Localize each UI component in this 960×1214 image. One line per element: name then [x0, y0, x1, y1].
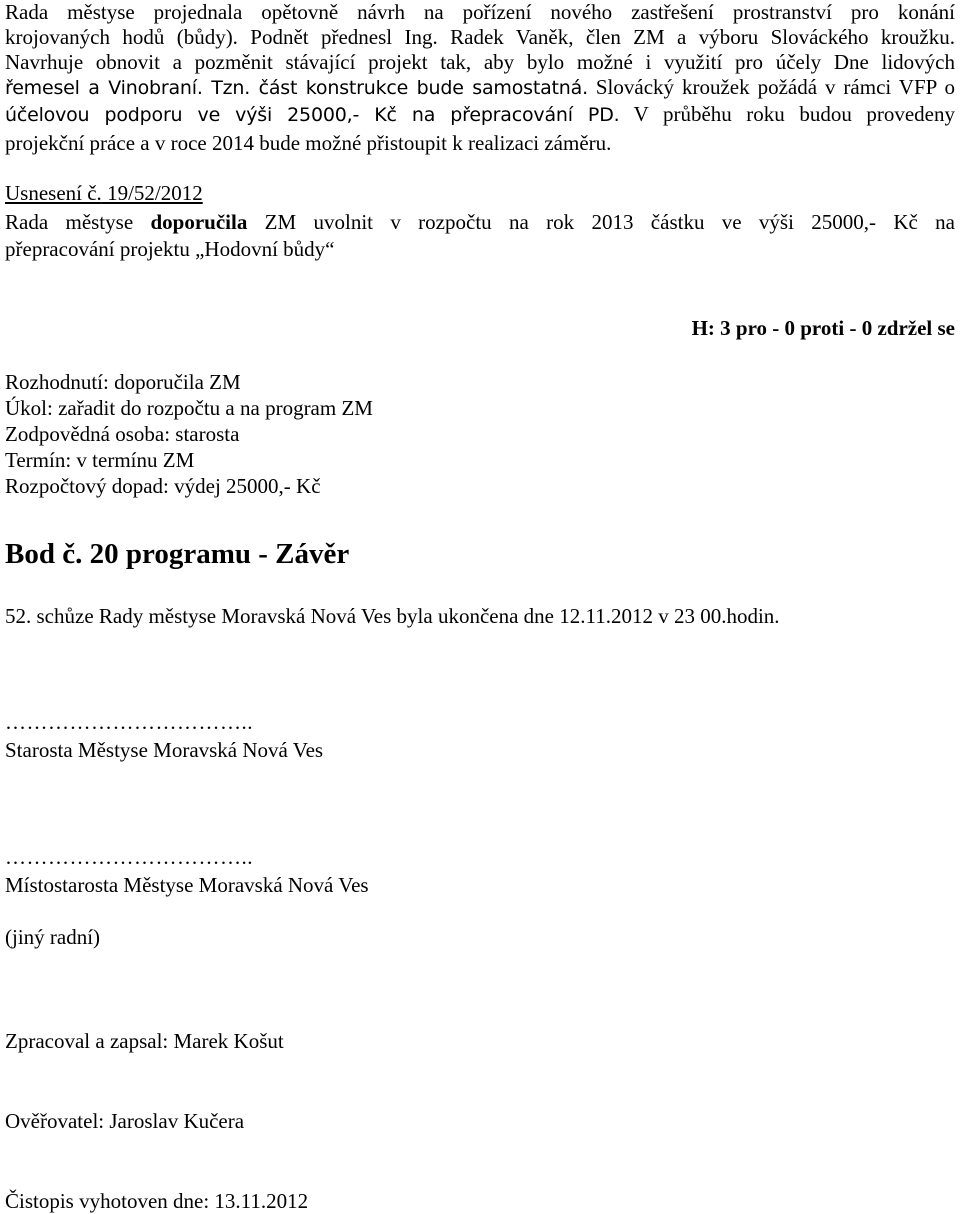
clean-copy-date: Čistopis vyhotoven dne: 13.11.2012: [5, 1189, 309, 1213]
intro-line-2: [5, 24, 955, 50]
verifier: Ověřovatel: Jaroslav Kučera: [5, 1109, 245, 1133]
signature-line-deputy: ……………………………..: [5, 845, 253, 869]
decision: Rozhodnutí: doporučila ZM: [5, 370, 241, 394]
resolution-text-line-1: [5, 209, 955, 235]
intro-text-6: projekční práce a v roce 2014 bude možné přistoupit k realizaci záměru.: [5, 131, 612, 155]
section-heading: Bod č. 20 programu - Závěr: [5, 538, 350, 570]
resolution-text-c: přepracování projektu „Hodovní bůdy“: [5, 237, 335, 261]
intro-text-5a: účelovou podporu ve výši 25000,- Kč na přepracování PD.: [5, 104, 620, 126]
resolution-text-b: ZM uvolnit v rozpočtu na rok 2013 částku ve výši 25000,- Kč na: [247, 210, 955, 234]
intro-text-4a: řemesel a Vinobraní. Tzn. část konstrukce bude samostatná.: [5, 77, 588, 99]
deadline: Termín: v termínu ZM: [5, 448, 195, 472]
resolution-text-line-2: [5, 236, 334, 262]
mayor-title: Starosta Městyse Moravská Nová Ves: [5, 738, 324, 762]
intro-text-3: Navrhuje obnovit a pozměnit stávající projekt tak, aby bylo možné i využití pro účely Dne lidových: [5, 50, 955, 74]
deputy-title: Místostarosta Městyse Moravská Nová Ves: [5, 873, 369, 897]
intro-line-5: [5, 101, 955, 128]
resolution-number: 19/52/2012: [101, 181, 203, 205]
recorded-by: Zpracoval a zapsal: Marek Košut: [5, 1029, 284, 1053]
resolution-title: [5, 180, 203, 206]
resolution-text-a: Rada městyse: [5, 210, 151, 234]
intro-line-4: [5, 74, 955, 101]
intro-line-3: [5, 49, 955, 75]
signature-line-mayor: ……………………………..: [5, 710, 253, 734]
intro-text-5b: V průběhu roku budou provedeny: [619, 102, 955, 126]
task: Úkol: zařadit do rozpočtu a na program ZM: [5, 396, 373, 420]
intro-text-4b: Slovácký kroužek požádá v rámci VFP o: [587, 75, 956, 99]
other-councillor: (jiný radní): [5, 925, 101, 949]
closing-statement: 52. schůze Rady městyse Moravská Nová Ves byla ukončena dne 12.11.2012 v 23 00.hodin.: [5, 604, 780, 628]
resolution-label: Usnesení č.: [5, 181, 102, 205]
intro-text-2: krojovaných hodů (bůdy). Podnět přednesl Ing. Radek Vaněk, člen ZM a výboru Slováckého kroužku.: [5, 25, 955, 49]
intro-text-1: Rada městyse projednala opětovně návrh na pořízení nového zastřešení prostranství pro konání: [5, 0, 955, 24]
intro-line-1: [5, 0, 955, 25]
vote-result: H: 3 pro - 0 proti - 0 zdržel se: [691, 316, 955, 340]
intro-line-6: [5, 130, 611, 156]
responsible-person: Zodpovědná osoba: starosta: [5, 422, 240, 446]
resolution-text-bold: doporučila: [150, 210, 248, 234]
budget-impact: Rozpočtový dopad: výdej 25000,- Kč: [5, 474, 321, 498]
